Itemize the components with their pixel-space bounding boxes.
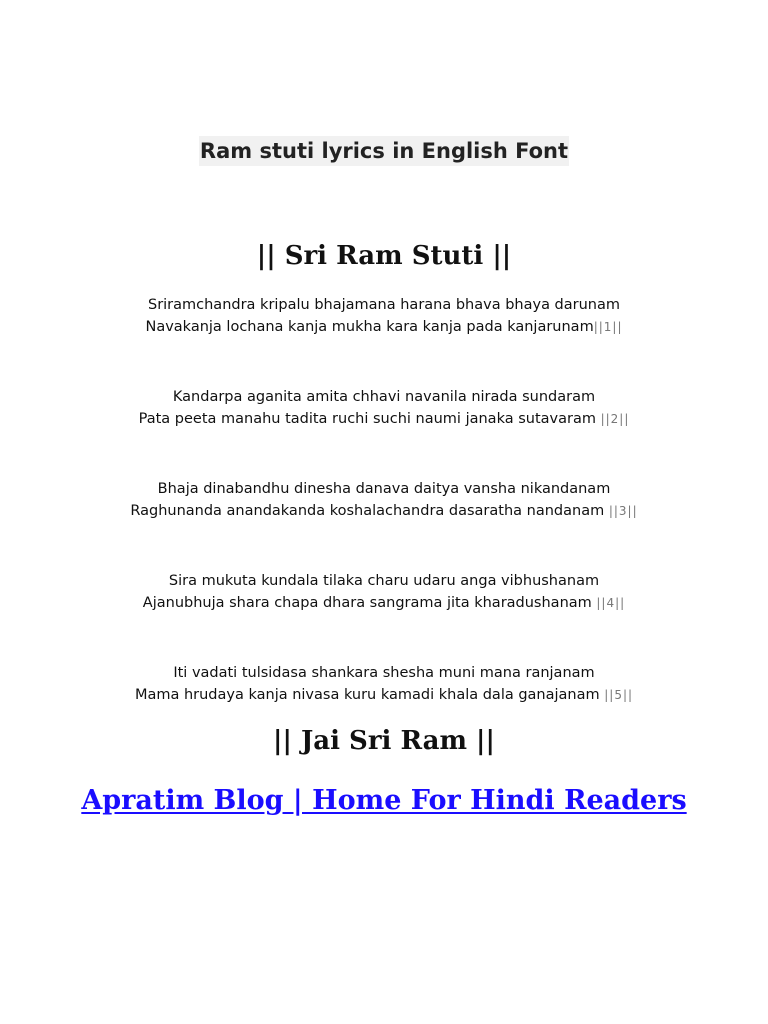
blog-link-container [0,782,768,820]
blog-home-link[interactable]: Apratim Blog | Home For Hindi Readers [81,785,687,816]
verse-2-line-2 [0,408,768,430]
verse-1-number: ||1|| [593,320,623,334]
verse-4-number: ||4|| [596,596,626,610]
document-title [0,136,768,166]
verse-4 [0,570,768,614]
verse-5-line-2-text: Mama hrudaya kanja nivasa kuru kamadi khala dala ganajanam [134,687,605,703]
verse-2-number: ||2|| [600,412,630,426]
verse-3-number: ||3|| [608,504,638,518]
verse-1-line-1: Sriramchandra kripalu bhajamana harana bhava bhaya darunam [147,297,620,313]
stuti-heading: || Sri Ram Stuti || [256,241,512,271]
verse-4-line-1: Sira mukuta kundala tilaka charu udaru anga vibhushanam [168,573,600,589]
verse-5-line-2 [0,684,768,706]
verse-1-line-2 [0,316,768,338]
document-title-text: Ram stuti lyrics in English Font [199,136,569,166]
verse-2-line-1: Kandarpa aganita amita chhavi navanila nirada sundaram [172,389,596,405]
verse-5-line-1: Iti vadati tulsidasa shankara shesha muni mana ranjanam [173,665,595,681]
verse-3 [0,478,768,522]
verse-3-line-2 [0,500,768,522]
verse-2 [0,386,768,430]
verse-4-line-2 [0,592,768,614]
verse-5-number: ||5|| [604,688,634,702]
verse-4-line-2-text: Ajanubhuja shara chapa dhara sangrama jita kharadushanam [142,595,597,611]
verse-2-line-2-text: Pata peeta manahu tadita ruchi suchi naumi janaka sutavaram [138,411,601,427]
verse-1 [0,294,768,338]
verse-1-line-2-text: Navakanja lochana kanja mukha kara kanja pada kanjarunam [145,319,594,335]
closing-heading: || Jai Sri Ram || [273,726,495,756]
verse-3-line-1: Bhaja dinabandhu dinesha danava daitya vansha nikandanam [157,481,611,497]
verse-5 [0,662,768,706]
verse-3-line-2-text: Raghunanda anandakanda koshalachandra dasaratha nandanam [130,503,609,519]
